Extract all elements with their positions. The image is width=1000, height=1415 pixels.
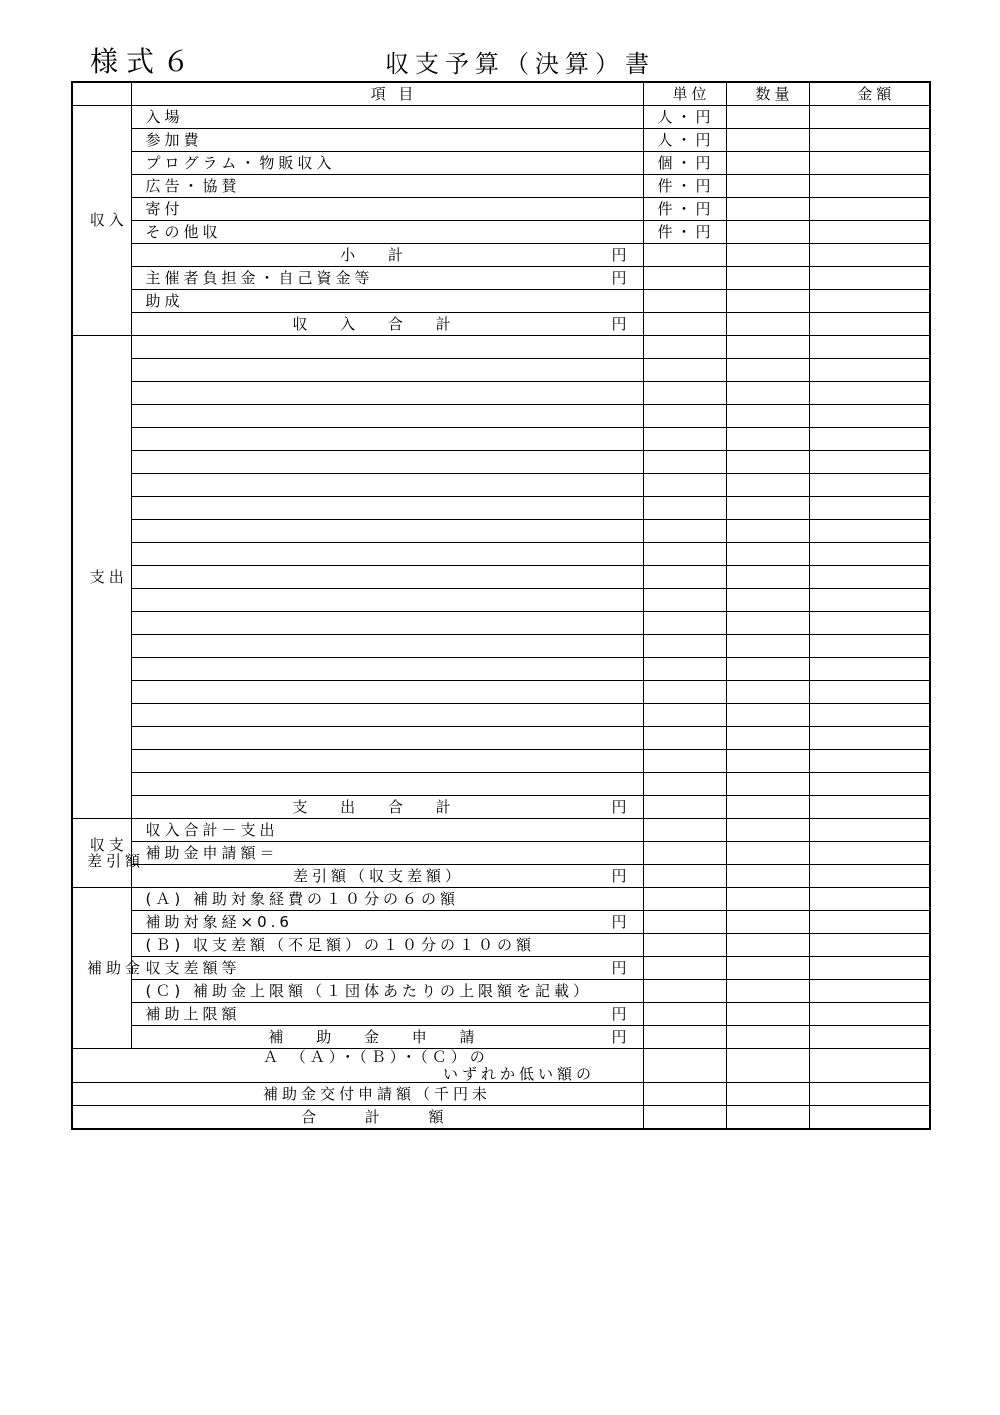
unit-cell[interactable] (643, 405, 726, 428)
balance-category-line1: 収支 (89, 835, 128, 854)
unit-cell[interactable] (643, 451, 726, 474)
expense-item-cell[interactable] (131, 382, 643, 405)
revenue-total-row (72, 313, 930, 336)
amount-cell[interactable] (809, 382, 930, 405)
unit-cell (643, 313, 726, 336)
qty-cell[interactable] (726, 934, 809, 957)
qty-cell[interactable] (726, 336, 809, 359)
expense-item-cell[interactable] (131, 681, 643, 704)
amount-cell[interactable] (809, 106, 930, 129)
unit-cell[interactable] (643, 681, 726, 704)
qty-cell[interactable] (726, 635, 809, 658)
qty-cell[interactable] (726, 819, 809, 842)
expense-total-unit: 円 (611, 797, 631, 816)
expense-item-cell[interactable] (131, 474, 643, 497)
amount-cell[interactable] (809, 1083, 930, 1106)
unit-cell[interactable] (643, 589, 726, 612)
footer-row (72, 1083, 930, 1106)
balance-row (72, 819, 930, 842)
subsidy-c-unit: 円 (611, 1004, 631, 1023)
qty-cell[interactable] (726, 428, 809, 451)
revenue-item-label: 参加費 (131, 129, 643, 152)
expense-total-label: 支 出 合 計 (292, 797, 465, 816)
document-label: 様式６ (90, 45, 199, 78)
revenue-subtotal-label: 小 計 (340, 245, 417, 264)
qty-cell[interactable] (726, 313, 809, 336)
revenue-row (72, 152, 930, 175)
qty-cell[interactable] (726, 773, 809, 796)
expense-item-cell[interactable] (131, 658, 643, 681)
expense-row (72, 750, 930, 773)
amount-cell[interactable] (809, 796, 930, 819)
expense-row (72, 635, 930, 658)
subsidy-a-label: 補助対象経 (145, 912, 241, 931)
expense-row (72, 589, 930, 612)
qty-cell[interactable] (726, 750, 809, 773)
qty-cell[interactable] (726, 727, 809, 750)
expense-item-cell[interactable] (131, 727, 643, 750)
unit-cell (643, 911, 726, 934)
amount-cell[interactable] (809, 313, 930, 336)
qty-cell[interactable] (726, 888, 809, 911)
revenue-subtotal-unit: 円 (611, 245, 631, 264)
amount-cell[interactable] (809, 934, 930, 957)
subsidy-b-unit: 円 (611, 958, 631, 977)
unit-cell[interactable] (643, 658, 726, 681)
qty-cell[interactable] (726, 842, 809, 865)
amount-cell[interactable] (809, 589, 930, 612)
unit-cell (643, 980, 726, 1003)
qty-cell[interactable] (726, 865, 809, 888)
expense-row (72, 474, 930, 497)
unit-cell[interactable] (643, 635, 726, 658)
qty-cell[interactable] (726, 1026, 809, 1049)
amount-cell[interactable] (809, 865, 930, 888)
subsidy-row (72, 957, 930, 980)
unit-cell (643, 819, 726, 842)
amount-cell[interactable] (809, 336, 930, 359)
revenue-other-row (72, 290, 930, 313)
unit-cell[interactable] (643, 727, 726, 750)
expense-item-cell[interactable] (131, 750, 643, 773)
revenue-row (72, 221, 930, 244)
expense-item-cell[interactable] (131, 635, 643, 658)
expense-row (72, 520, 930, 543)
amount-cell[interactable] (809, 911, 930, 934)
subsidy-row (72, 934, 930, 957)
subsidy-a (131, 911, 643, 934)
amount-cell[interactable] (809, 635, 930, 658)
balance-row (72, 842, 930, 865)
balance-category-line2: 差引額 (87, 852, 145, 870)
subsidy-a-note: (Ａ) 補助対象経費の１０分の６の額 (131, 888, 643, 911)
qty-cell[interactable] (726, 152, 809, 175)
balance-row (72, 865, 930, 888)
qty-cell[interactable] (726, 980, 809, 1003)
amount-cell[interactable] (809, 888, 930, 911)
subsidy-total-row (72, 1026, 930, 1049)
expense-row (72, 681, 930, 704)
balance-row2-label: 補助金申請額＝ (131, 842, 643, 865)
revenue-total-unit: 円 (611, 314, 631, 333)
amount-cell[interactable] (809, 474, 930, 497)
unit-cell[interactable] (643, 359, 726, 382)
revenue-item-unit: 件・円 (643, 221, 726, 244)
revenue-self-funds (131, 267, 643, 290)
amount-cell[interactable] (809, 405, 930, 428)
unit-cell[interactable] (643, 520, 726, 543)
expense-row (72, 704, 930, 727)
expense-row (72, 566, 930, 589)
amount-cell[interactable] (809, 1026, 930, 1049)
subsidy-c (131, 1003, 643, 1026)
subsidy-row (72, 888, 930, 911)
qty-cell[interactable] (726, 566, 809, 589)
header-qty: 数量 (726, 82, 809, 106)
revenue-item-unit: 件・円 (643, 198, 726, 221)
qty-cell[interactable] (726, 1003, 809, 1026)
amount-cell[interactable] (809, 819, 930, 842)
revenue-item-unit: 人・円 (643, 106, 726, 129)
amount-cell[interactable] (809, 658, 930, 681)
revenue-item-unit: 個・円 (643, 152, 726, 175)
unit-cell[interactable] (643, 750, 726, 773)
unit-cell[interactable] (643, 543, 726, 566)
revenue-self-funds-unit: 円 (611, 268, 631, 287)
unit-cell[interactable] (643, 428, 726, 451)
expense-item-cell[interactable] (131, 520, 643, 543)
amount-cell[interactable] (809, 129, 930, 152)
amount-cell[interactable] (809, 842, 930, 865)
qty-cell[interactable] (726, 244, 809, 267)
qty-cell[interactable] (726, 129, 809, 152)
expense-item-cell[interactable] (131, 612, 643, 635)
qty-cell[interactable] (726, 957, 809, 980)
qty-cell[interactable] (726, 198, 809, 221)
expense-row (72, 658, 930, 681)
table-header-row (72, 82, 930, 106)
qty-cell[interactable] (726, 497, 809, 520)
subsidy-a-unit: 円 (611, 912, 631, 931)
amount-cell[interactable] (809, 428, 930, 451)
amount-cell[interactable] (809, 267, 930, 290)
amount-cell[interactable] (809, 566, 930, 589)
unit-cell (643, 888, 726, 911)
qty-cell[interactable] (726, 405, 809, 428)
footer-row1 (72, 1049, 643, 1083)
qty-cell[interactable] (726, 359, 809, 382)
subsidy-total (131, 1026, 643, 1049)
footer-row (72, 1049, 930, 1083)
expense-row (72, 359, 930, 382)
footer-row (72, 1106, 930, 1130)
expense-item-cell[interactable] (131, 704, 643, 727)
revenue-row (72, 198, 930, 221)
balance-row1-label: 収入合計－支出 (131, 819, 643, 842)
unit-cell (643, 1026, 726, 1049)
unit-cell (643, 842, 726, 865)
expense-total (131, 796, 643, 819)
qty-cell[interactable] (726, 543, 809, 566)
revenue-item-unit: 件・円 (643, 175, 726, 198)
revenue-total (131, 313, 643, 336)
expense-item-cell[interactable] (131, 451, 643, 474)
qty-cell[interactable] (726, 612, 809, 635)
qty-cell[interactable] (726, 589, 809, 612)
qty-cell[interactable] (726, 658, 809, 681)
revenue-row (72, 129, 930, 152)
balance-row3 (131, 865, 643, 888)
unit-cell (643, 1083, 726, 1106)
subsidy-row (72, 980, 930, 1003)
expense-row (72, 543, 930, 566)
footer-row1-line2: いずれか低い額の (443, 1064, 596, 1083)
qty-cell[interactable] (726, 290, 809, 313)
revenue-row (72, 106, 930, 129)
subsidy-row (72, 911, 930, 934)
qty-cell[interactable] (726, 474, 809, 497)
unit-cell (643, 957, 726, 980)
unit-cell (643, 290, 726, 313)
amount-cell[interactable] (809, 1003, 930, 1026)
expense-item-cell[interactable] (131, 405, 643, 428)
unit-cell (643, 1106, 726, 1130)
revenue-item-label: 寄付 (131, 198, 643, 221)
expense-category: 支出 (72, 336, 131, 819)
revenue-self-funds-label: 主催者負担金・自己資金等 (145, 268, 374, 287)
revenue-subtotal-row (72, 244, 930, 267)
amount-cell[interactable] (809, 727, 930, 750)
unit-cell (643, 1003, 726, 1026)
qty-cell[interactable] (726, 106, 809, 129)
unit-cell (643, 934, 726, 957)
expense-row (72, 773, 930, 796)
expense-item-cell[interactable] (131, 566, 643, 589)
qty-cell[interactable] (726, 175, 809, 198)
revenue-total-label: 収 入 合 計 (292, 314, 465, 333)
expense-row (72, 382, 930, 405)
header-blank (72, 82, 131, 106)
expense-item-cell[interactable] (131, 359, 643, 382)
qty-cell[interactable] (726, 451, 809, 474)
subsidy-total-label: 補 助 金 申 請 (268, 1027, 489, 1046)
amount-cell[interactable] (809, 221, 930, 244)
amount-cell[interactable] (809, 520, 930, 543)
subsidy-a-formula: ×0.6 (240, 912, 293, 931)
qty-cell[interactable] (726, 911, 809, 934)
amount-cell[interactable] (809, 359, 930, 382)
amount-cell[interactable] (809, 290, 930, 313)
subsidy-row (72, 1003, 930, 1026)
qty-cell[interactable] (726, 520, 809, 543)
subsidy-b-note: (Ｂ) 収支差額（不足額）の１０分の１０の額 (131, 934, 643, 957)
amount-cell[interactable] (809, 198, 930, 221)
qty-cell[interactable] (726, 1106, 809, 1130)
balance-category (72, 819, 145, 888)
subsidy-c-note: (Ｃ) 補助金上限額（１団体あたりの上限額を記載） (131, 980, 643, 1003)
subsidy-b-label: 収支差額等 (145, 958, 241, 977)
subsidy-c-label: 補助上限額 (145, 1004, 241, 1023)
unit-cell (643, 796, 726, 819)
expense-total-row (72, 796, 930, 819)
header-unit: 単位 (643, 82, 726, 106)
qty-cell[interactable] (726, 1049, 809, 1083)
expense-row (72, 428, 930, 451)
expense-item-cell[interactable] (131, 589, 643, 612)
amount-cell[interactable] (809, 451, 930, 474)
amount-cell[interactable] (809, 543, 930, 566)
expense-item-cell[interactable] (131, 428, 643, 451)
qty-cell[interactable] (726, 796, 809, 819)
revenue-item-label: その他収 (131, 221, 643, 244)
revenue-item-unit: 人・円 (643, 129, 726, 152)
amount-cell[interactable] (809, 612, 930, 635)
qty-cell[interactable] (726, 221, 809, 244)
unit-cell[interactable] (643, 773, 726, 796)
expense-item-cell[interactable] (131, 773, 643, 796)
unit-cell[interactable] (643, 612, 726, 635)
amount-cell[interactable] (809, 497, 930, 520)
expense-row (72, 336, 930, 359)
expense-row (72, 405, 930, 428)
revenue-category: 収入 (72, 106, 131, 336)
qty-cell[interactable] (726, 267, 809, 290)
unit-cell[interactable] (643, 497, 726, 520)
amount-cell[interactable] (809, 1106, 930, 1130)
unit-cell (643, 1049, 726, 1083)
amount-cell[interactable] (809, 980, 930, 1003)
amount-cell[interactable] (809, 957, 930, 980)
expense-row (72, 612, 930, 635)
unit-cell[interactable] (643, 336, 726, 359)
qty-cell[interactable] (726, 681, 809, 704)
amount-cell[interactable] (809, 175, 930, 198)
unit-cell[interactable] (643, 474, 726, 497)
qty-cell[interactable] (726, 1083, 809, 1106)
amount-cell[interactable] (809, 773, 930, 796)
amount-cell[interactable] (809, 152, 930, 175)
header-item: 項 目 (131, 82, 643, 106)
subsidy-total-unit: 円 (611, 1027, 631, 1046)
revenue-item-label: 広告・協賛 (131, 175, 643, 198)
expense-item-cell[interactable] (131, 543, 643, 566)
revenue-self-funds-row (72, 267, 930, 290)
subsidy-b (131, 957, 643, 980)
expense-item-cell[interactable] (131, 336, 643, 359)
revenue-other-label: 助成 (131, 290, 643, 313)
footer-row2: 補助金交付申請額（千円未 (72, 1083, 643, 1106)
revenue-item-label: プログラム・物販収入 (131, 152, 643, 175)
balance-row3-label: 差引額（収支差額） (292, 866, 464, 885)
amount-cell[interactable] (809, 244, 930, 267)
footer-row1-line1: Ａ （Ａ）・（Ｂ）・（Ｃ）の (263, 1048, 489, 1066)
amount-cell[interactable] (809, 750, 930, 773)
footer-row3: 合 計 額 (72, 1106, 643, 1130)
revenue-item-label: 入場 (131, 106, 643, 129)
unit-cell[interactable] (643, 704, 726, 727)
qty-cell[interactable] (726, 704, 809, 727)
document-title: 収支予算（決算）書 (385, 50, 655, 78)
expense-row (72, 727, 930, 750)
expense-row (72, 497, 930, 520)
unit-cell (643, 267, 726, 290)
unit-cell[interactable] (643, 566, 726, 589)
qty-cell[interactable] (726, 382, 809, 405)
header-amount: 金額 (809, 82, 930, 106)
unit-cell[interactable] (643, 382, 726, 405)
expense-item-cell[interactable] (131, 497, 643, 520)
revenue-row (72, 175, 930, 198)
unit-cell (643, 865, 726, 888)
amount-cell[interactable] (809, 1049, 930, 1083)
expense-row (72, 451, 930, 474)
balance-row3-unit: 円 (611, 866, 631, 885)
subsidy-category: 補助金 (72, 888, 131, 1049)
amount-cell[interactable] (809, 681, 930, 704)
revenue-subtotal (131, 244, 643, 267)
unit-cell (643, 244, 726, 267)
amount-cell[interactable] (809, 704, 930, 727)
budget-table (71, 81, 931, 1130)
